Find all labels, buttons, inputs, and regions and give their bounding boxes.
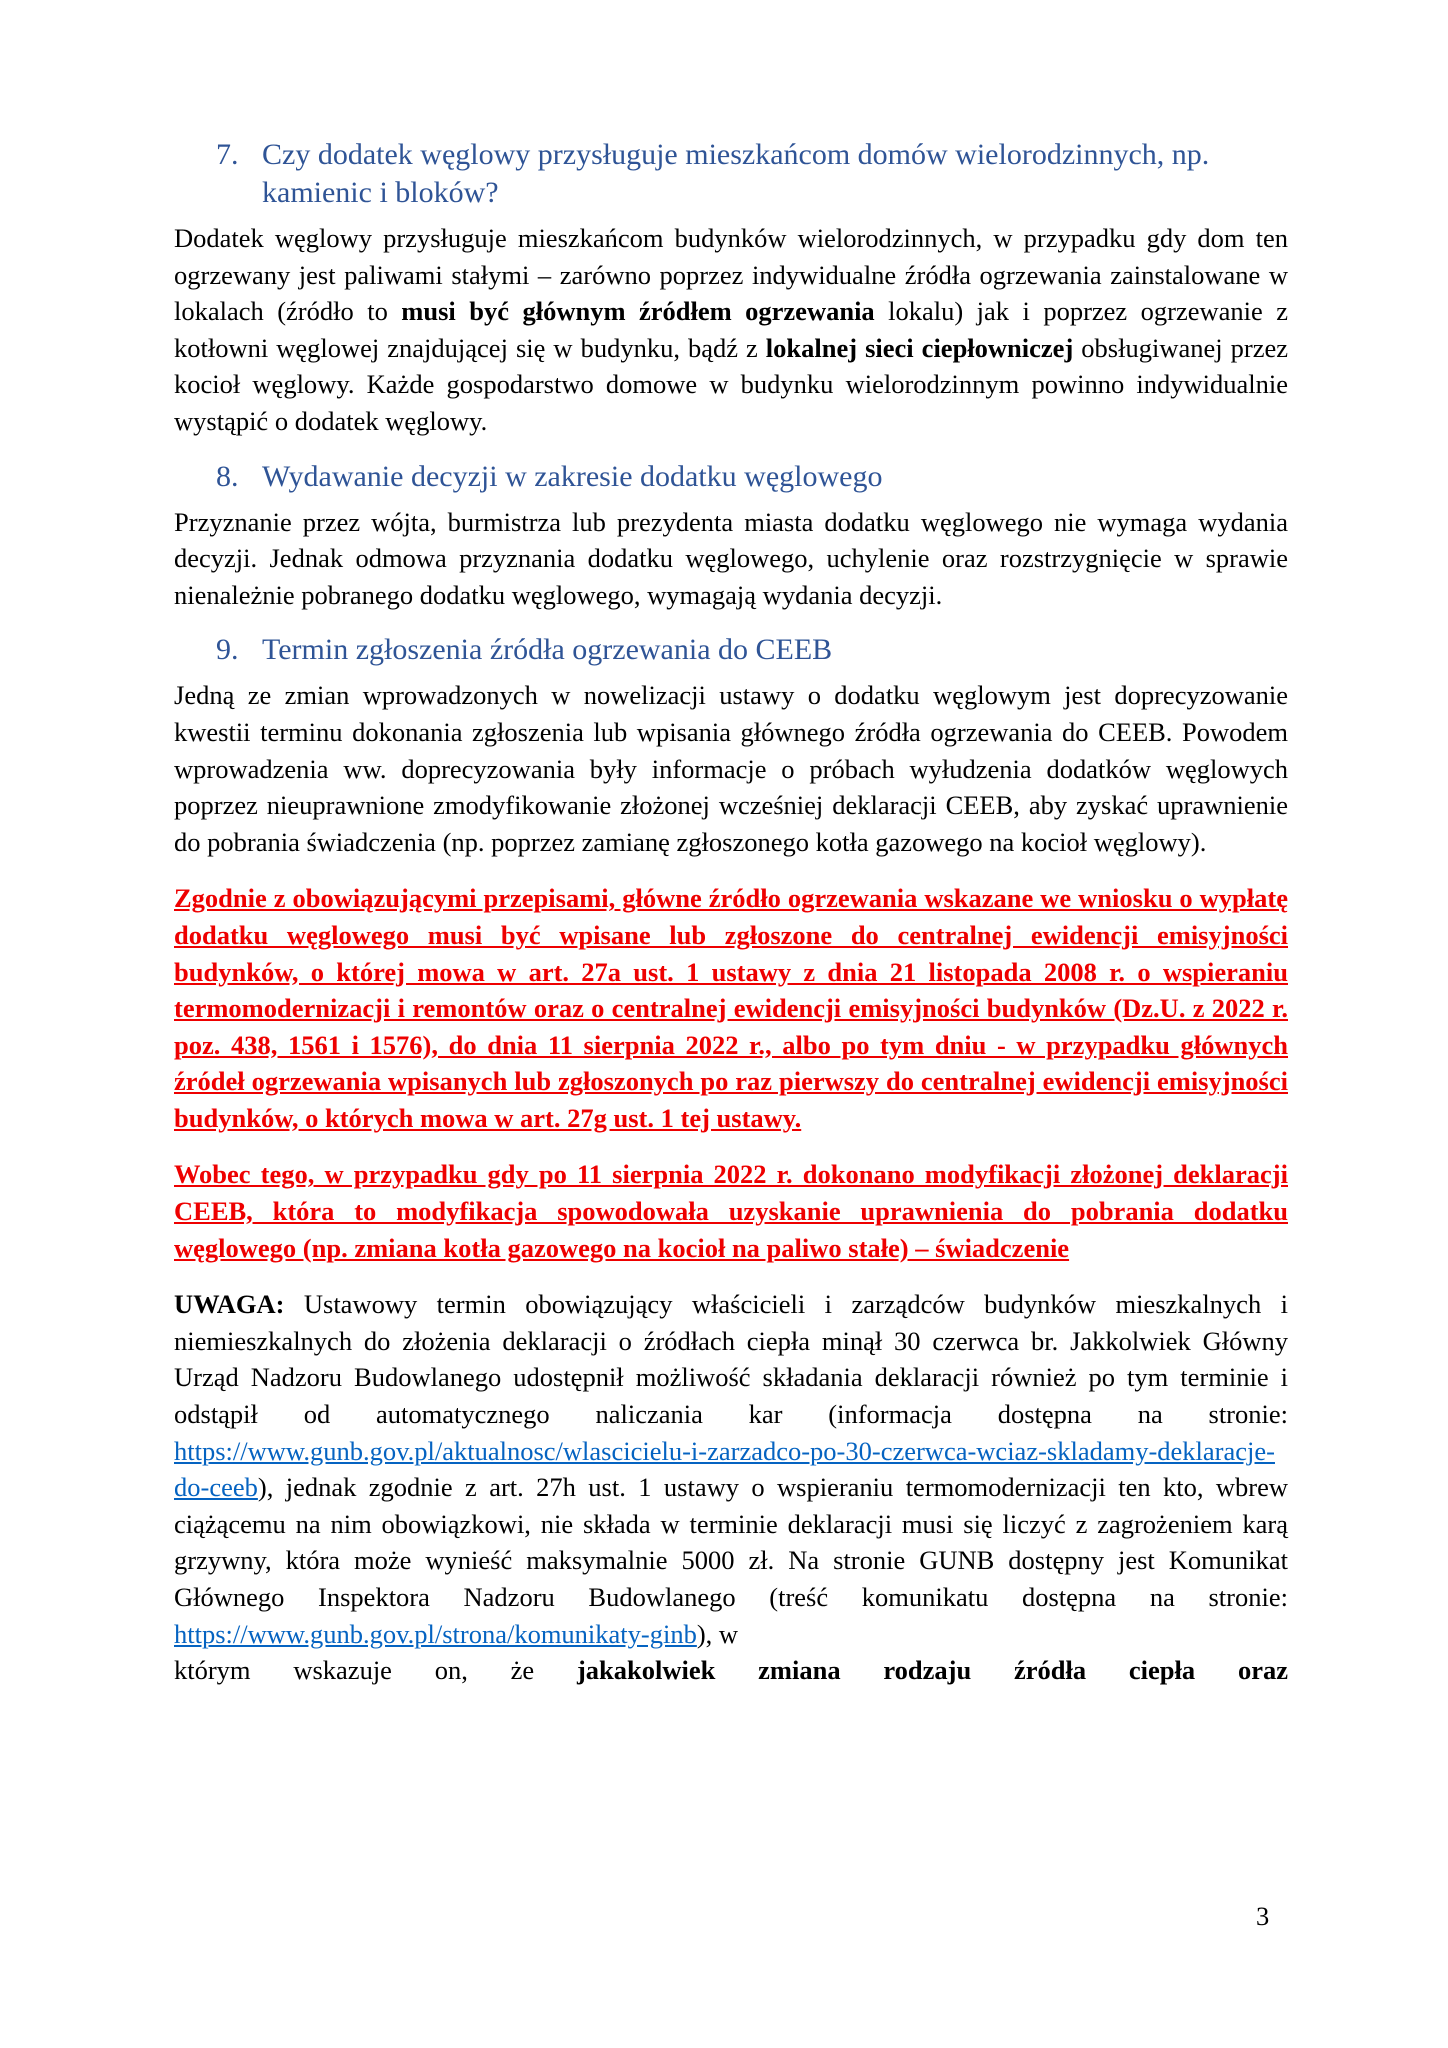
red-notice-paragraph-1: Zgodnie z obowiązującymi przepisami, główne źródło ogrzewania wskazane we wniosku o wypłatę dodatku węglowego musi być wpisane lub zgłoszone do centralnej ewidencji emisyjności budynków, o której mowa w art. 27a ust. 1 ustawy z dnia 21 listopada 2008 r. o wspieraniu termomodernizacji i remontów oraz o centralnej ewidencji emisyjności budynków (Dz.U. z 2022 r. poz. 438, 1561 i 1576), do dnia 11 sierpnia 2022 r., albo po tym dniu - w przypadku głównych źródeł ogrzewania wpisanych lub zgłoszonych po raz pierwszy do centralnej ewidencji emisyjności budynków, o których mowa w art. 27g ust. 1 tej ustawy. [174,883,1288,1133]
bold-heating-network: lokalnej sieci ciepłowniczej [765,332,1074,363]
section-7-paragraph: Dodatek węglowy przysługuje mieszkańcom budynków wielorodzinnych, w przypadku gdy dom ten ogrzewany jest paliwami stałymi – zarówno poprzez indywidualne źródła ogrzewania zainstalowane w lokalach (źródło to musi być głównym źródłem ogrzewania lokalu) jak i poprzez ogrzewanie z kotłowni węglowej znajdującej się w budynku, bądź z lokalnej sieci ciepłowniczej obsługiwanej przez kocioł węglowy. Każde gospodarstwo domowe w budynku wielorodzinnym powinno indywidualnie wystąpić o dodatek węglowy. [174,223,1289,436]
section-9-number: 9. [216,633,239,667]
red-notice-paragraph-2: Wobec tego, w przypadku gdy po 11 sierpnia 2022 r. dokonano modyfikacji złożonej deklaracji CEEB, która to modyfikacja spowodowała uzyskanie uprawnienia do pobrania dodatku węglowego (np. zmiana kotła gazowego na kocioł na paliwo stałe) – świadczenie [174,1159,1288,1263]
section-9-heading [216,631,1288,669]
section-8-paragraph: Przyznanie przez wójta, burmistrza lub prezydenta miasta dodatku węglowego nie wymaga wydania decyzji. Jednak odmowa przyznania dodatku węglowego, uchylenie oraz rozstrzygnięcie w sprawie nienależnie pobranego dodatku węglowego, wymagają wydania decyzji. [174,506,1288,610]
gunb-news-link[interactable]: https://www.gunb.gov.pl/aktualnosc/wlascicielu-i-zarzadco-po-30-czerwca-wciaz-skladamy-deklaracje-do-ceeb [174,1435,1275,1503]
section-7-title: Czy dodatek węglowy przysługuje mieszkańcom domów wielorodzinnych, np. kamienic i bloków? [262,138,1210,209]
section-8-title: Wydawanie decyzji w zakresie dodatku węglowego [262,459,883,493]
section-9-paragraph: Jedną ze zmian wprowadzonych w nowelizacji ustawy o dodatku węglowym jest doprecyzowanie kwestii terminu dokonania zgłoszenia lub wpisania głównego źródła ogrzewania do CEEB. Powodem wprowadzenia ww. doprecyzowania były informacje o próbach wyłudzenia dodatków węglowych poprzez nieuprawnione zmodyfikowanie złożonej wcześniej deklaracji CEEB, aby zyskać uprawnienie do pobrania świadczenia (np. poprzez zamianę zgłoszonego kotła gazowego na kocioł węglowy). [174,680,1288,857]
section-8-number: 8. [216,459,239,493]
section-9-title: Termin zgłoszenia źródła ogrzewania do CEEB [262,633,833,667]
section-8-heading [216,458,1288,496]
document-page [174,136,1288,1689]
note-last-line: którym wskazuje on, że jakakolwiek zmiana rodzaju źródła ciepła oraz [174,1655,1288,1686]
note-paragraph: UWAGA: Ustawowy termin obowiązujący właścicieli i zarządców budynków mieszkalnych i niemieszkalnych do złożenia deklaracji o źródłach ciepła minął 30 czerwca br. Jakkolwiek Główny Urząd Nadzoru Budowlanego udostępnił możliwość składania deklaracji również po tym terminie i odstąpił od automatycznego naliczania kar (informacja dostępna na stronie: https://www.gunb.gov.pl/aktualnosc/wlascicielu-i-zarzadco-po-30-czerwca-wciaz-skladamy-deklaracje-do-ceeb), jednak zgodnie z art. 27h ust. 1 ustawy o wspieraniu termomodernizacji ten kto, wbrew ciążącemu na nim obowiązkowi, nie składa w terminie deklaracji musi się liczyć z zagrożeniem karą grzywny, która może wynieść maksymalnie 5000 zł. Na stronie GUNB dostępny jest Komunikat Głównego Inspektora Nadzoru Budowlanego (treść komunikatu dostępna na stronie: https://www.gunb.gov.pl/strona/komunikaty-ginb), w [174,1289,1288,1649]
gunb-announcements-link[interactable]: https://www.gunb.gov.pl/strona/komunikaty-ginb [174,1618,697,1649]
note-label: UWAGA: [174,1289,285,1320]
section-7-number: 7. [216,138,239,171]
bold-main-source: musi być głównym źródłem ogrzewania [401,296,875,327]
section-7-heading [216,136,1288,212]
page-number: 3 [1256,1901,1270,1931]
